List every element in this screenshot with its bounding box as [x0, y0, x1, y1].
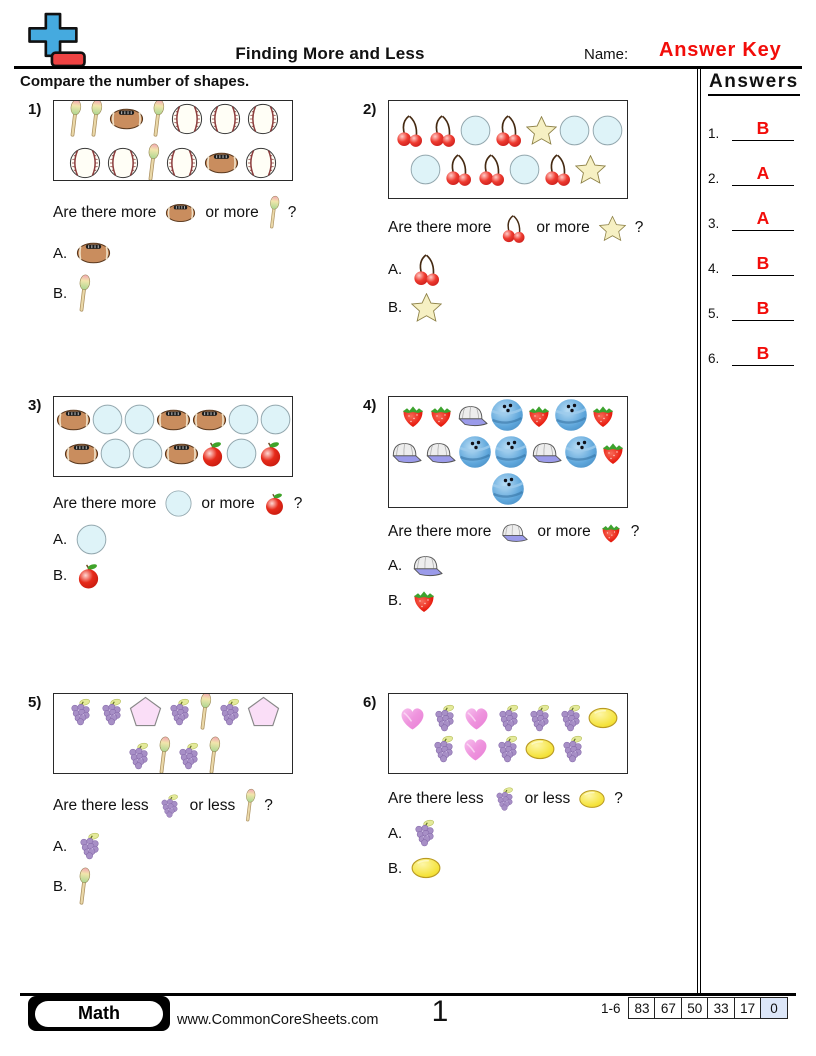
- star-icon: [599, 215, 626, 241]
- question-text: [388, 785, 698, 813]
- question-after: ?: [634, 219, 644, 236]
- grapes-icon: [494, 735, 521, 763]
- popsicle-icon: [67, 100, 82, 139]
- grapes-icon: [67, 698, 94, 726]
- cherries-icon: [493, 112, 524, 148]
- problem-number: 5): [28, 694, 42, 711]
- lemon-icon: [588, 707, 618, 729]
- popsicle-icon: [156, 735, 171, 774]
- option-a: [388, 818, 698, 848]
- pentagon-icon: [247, 696, 280, 727]
- cherries-icon: [500, 212, 527, 244]
- grapes-icon: [492, 787, 516, 812]
- answer-value: B: [732, 118, 794, 141]
- plus-minus-icon: [24, 11, 88, 68]
- grapes-icon: [411, 819, 438, 847]
- heart-icon: [461, 737, 490, 762]
- strawberry-icon: [400, 402, 426, 428]
- option-a: [53, 831, 363, 861]
- strawberry-icon: [599, 521, 622, 544]
- baseball-icon: [209, 103, 241, 135]
- option-a: [53, 238, 363, 268]
- answer-item-1: [708, 118, 810, 141]
- circle-shape-icon: [76, 524, 107, 555]
- bowling-icon: [491, 472, 525, 506]
- circle-shape-icon: [592, 115, 623, 146]
- answer-number: 2.: [708, 171, 720, 186]
- grapes-icon: [430, 735, 457, 763]
- answer-number: 1.: [708, 126, 720, 141]
- option-label: B.: [53, 285, 68, 302]
- question-middle: or less: [524, 790, 571, 807]
- question-before: Are there more: [388, 523, 492, 540]
- popsicle-icon: [76, 866, 91, 907]
- popsicle-icon: [88, 100, 103, 139]
- baseball-icon: [69, 147, 101, 179]
- strawberry-icon: [590, 402, 616, 428]
- strawberry-icon: [411, 587, 437, 613]
- score-cell: 17: [734, 997, 762, 1019]
- question-middle: or less: [189, 796, 236, 814]
- question-middle: or more: [205, 203, 259, 221]
- lemon-icon: [411, 857, 441, 879]
- heart-icon: [398, 706, 427, 731]
- answer-value: A: [732, 163, 794, 186]
- subject-label: Math: [35, 1001, 163, 1027]
- score-cell: 67: [654, 997, 682, 1019]
- option-a: [388, 251, 698, 287]
- circle-shape-icon: [228, 404, 259, 435]
- shape-row: [389, 472, 627, 506]
- problem-number: 3): [28, 397, 42, 414]
- shape-row: [389, 435, 627, 469]
- score-range-label: 1-6: [601, 1000, 621, 1016]
- shape-box: [388, 100, 628, 199]
- problem-4: [363, 393, 698, 615]
- option-a: [388, 550, 698, 580]
- question-text: [53, 488, 363, 519]
- shape-row: [389, 112, 627, 148]
- football-icon: [76, 242, 111, 264]
- baseball-icon: [247, 103, 279, 135]
- apple-icon: [258, 440, 283, 467]
- shape-row: [54, 693, 292, 732]
- instruction-text: Compare the number of shapes.: [20, 73, 250, 90]
- circle-shape-icon: [260, 404, 291, 435]
- answer-value: B: [732, 298, 794, 321]
- lemon-icon: [579, 789, 605, 808]
- apple-icon: [76, 562, 101, 589]
- answer-item-4: [708, 253, 810, 276]
- question-before: Are there less: [388, 790, 484, 807]
- cherries-icon: [443, 151, 474, 187]
- circle-shape-icon: [165, 490, 192, 517]
- option-a: [53, 524, 363, 555]
- football-icon: [165, 203, 196, 222]
- option-label: A.: [388, 260, 403, 278]
- football-icon: [164, 443, 199, 465]
- question-text: [53, 192, 363, 233]
- grapes-icon: [175, 742, 202, 770]
- score-table: [601, 997, 788, 1019]
- circle-shape-icon: [226, 438, 257, 469]
- option-label: A.: [388, 824, 403, 842]
- problem-1: [28, 97, 363, 314]
- grapes-icon: [557, 704, 584, 732]
- question-middle: or more: [201, 494, 255, 512]
- question-after: ?: [293, 494, 303, 512]
- grapes-icon: [526, 704, 553, 732]
- grapes-icon: [98, 698, 125, 726]
- popsicle-icon: [150, 100, 165, 139]
- shape-row: [54, 404, 292, 435]
- answer-value: B: [732, 343, 794, 366]
- grapes-icon: [125, 742, 152, 770]
- option-label: B.: [53, 566, 68, 584]
- question-text: [53, 785, 363, 826]
- problem-number: 6): [363, 694, 377, 711]
- question-after: ?: [614, 790, 623, 807]
- option-b: [53, 273, 363, 314]
- option-b: [53, 560, 363, 590]
- option-label: A.: [53, 837, 68, 855]
- grapes-icon: [431, 704, 458, 732]
- shape-row: [54, 100, 292, 139]
- cherries-icon: [427, 112, 458, 148]
- question-before: Are there more: [53, 494, 157, 512]
- shape-row: [389, 151, 627, 187]
- problem-number: 2): [363, 101, 377, 118]
- popsicle-icon: [197, 693, 212, 732]
- question-middle: or more: [536, 219, 590, 236]
- option-b: [388, 292, 698, 322]
- grapes-icon: [495, 704, 522, 732]
- problem-3: [28, 393, 363, 590]
- circle-shape-icon: [509, 154, 540, 185]
- cap-icon: [500, 522, 528, 542]
- grapes-icon: [216, 698, 243, 726]
- option-label: B.: [388, 298, 403, 316]
- answer-item-5: [708, 298, 810, 321]
- option-label: B.: [53, 878, 68, 895]
- shape-row: [54, 438, 292, 469]
- option-label: B.: [388, 859, 403, 877]
- popsicle-icon: [267, 194, 280, 230]
- cap-icon: [390, 441, 422, 464]
- apple-icon: [200, 440, 225, 467]
- football-icon: [192, 409, 227, 431]
- answer-key-text: Answer Key: [659, 39, 782, 61]
- subject-badge: [28, 996, 170, 1031]
- popsicle-icon: [243, 787, 256, 823]
- shape-box: [53, 693, 293, 774]
- circle-shape-icon: [460, 115, 491, 146]
- question-after: ?: [287, 203, 297, 221]
- option-b: [53, 866, 363, 907]
- shape-box: [388, 396, 628, 508]
- bowling-icon: [554, 398, 588, 432]
- question-after: ?: [630, 523, 640, 540]
- name-label: Name:: [584, 46, 629, 63]
- page-title: Finding More and Less: [235, 44, 425, 63]
- score-cell: 83: [628, 997, 656, 1019]
- strawberry-icon: [600, 439, 626, 465]
- problem-number: 1): [28, 101, 42, 118]
- circle-shape-icon: [132, 438, 163, 469]
- score-cell: 50: [681, 997, 709, 1019]
- bowling-icon: [494, 435, 528, 469]
- shape-row: [54, 735, 292, 774]
- question-middle: or more: [537, 523, 591, 540]
- grapes-icon: [559, 735, 586, 763]
- heart-icon: [462, 706, 491, 731]
- option-label: A.: [53, 531, 68, 548]
- problem-5: [28, 690, 363, 907]
- bowling-icon: [490, 398, 524, 432]
- answer-number: 4.: [708, 261, 720, 276]
- page-number: 1: [431, 995, 449, 1028]
- cap-icon: [530, 441, 562, 464]
- score-cell: 33: [707, 997, 735, 1019]
- answers-title: Answers: [708, 71, 800, 96]
- question-text: [388, 519, 698, 545]
- answer-number: 3.: [708, 216, 720, 231]
- football-icon: [204, 152, 239, 174]
- pentagon-icon: [129, 696, 162, 727]
- cherries-icon: [394, 112, 425, 148]
- option-b: [388, 585, 698, 615]
- option-label: B.: [388, 591, 403, 609]
- star-icon: [575, 155, 606, 184]
- football-icon: [64, 443, 99, 465]
- answer-item-2: [708, 163, 810, 186]
- question-text: [388, 210, 698, 246]
- score-cell-highlighted: 0: [760, 997, 788, 1019]
- grapes-icon: [76, 832, 103, 860]
- problem-2: [363, 97, 698, 322]
- grapes-icon: [166, 698, 193, 726]
- website-text: www.CommonCoreSheets.com: [177, 1012, 379, 1028]
- apple-icon: [263, 492, 285, 516]
- shape-row: [389, 398, 627, 432]
- answer-value: A: [732, 208, 794, 231]
- baseball-icon: [171, 103, 203, 135]
- cherries-icon: [476, 151, 507, 187]
- question-after: ?: [264, 796, 273, 814]
- answer-item-3: [708, 208, 810, 231]
- shape-row: [389, 735, 627, 763]
- shape-row: [389, 704, 627, 732]
- answer-value: B: [732, 253, 794, 276]
- shape-box: [53, 100, 293, 181]
- bowling-icon: [458, 435, 492, 469]
- star-icon: [411, 293, 442, 322]
- circle-shape-icon: [410, 154, 441, 185]
- strawberry-icon: [428, 402, 454, 428]
- strawberry-icon: [526, 402, 552, 428]
- cherries-icon: [411, 251, 442, 287]
- football-icon: [156, 409, 191, 431]
- cap-icon: [424, 441, 456, 464]
- baseball-icon: [107, 147, 139, 179]
- problem-6: [363, 690, 698, 883]
- circle-shape-icon: [100, 438, 131, 469]
- football-icon: [56, 409, 91, 431]
- baseball-icon: [245, 147, 277, 179]
- cherries-icon: [542, 151, 573, 187]
- circle-shape-icon: [92, 404, 123, 435]
- shape-box: [53, 396, 293, 477]
- header-rule: [14, 66, 802, 69]
- question-before: Are there less: [53, 796, 149, 814]
- cap-icon: [456, 404, 488, 427]
- answers-panel: [708, 71, 810, 366]
- answer-number: 5.: [708, 306, 720, 321]
- popsicle-icon: [145, 142, 160, 181]
- cap-icon: [411, 554, 443, 577]
- option-b: [388, 853, 698, 883]
- lemon-icon: [525, 738, 555, 760]
- problem-number: 4): [363, 397, 377, 414]
- option-label: A.: [53, 244, 68, 262]
- shape-box: [388, 693, 628, 774]
- popsicle-icon: [206, 735, 221, 774]
- question-before: Are there more: [388, 219, 492, 236]
- circle-shape-icon: [124, 404, 155, 435]
- bowling-icon: [564, 435, 598, 469]
- question-before: Are there more: [53, 203, 157, 221]
- answer-item-6: [708, 343, 810, 366]
- option-label: A.: [388, 556, 403, 574]
- popsicle-icon: [76, 273, 91, 314]
- grapes-icon: [157, 793, 181, 818]
- football-icon: [109, 108, 144, 130]
- answer-number: 6.: [708, 351, 720, 366]
- star-icon: [526, 116, 557, 145]
- shape-row: [54, 142, 292, 181]
- circle-shape-icon: [559, 115, 590, 146]
- baseball-icon: [166, 147, 198, 179]
